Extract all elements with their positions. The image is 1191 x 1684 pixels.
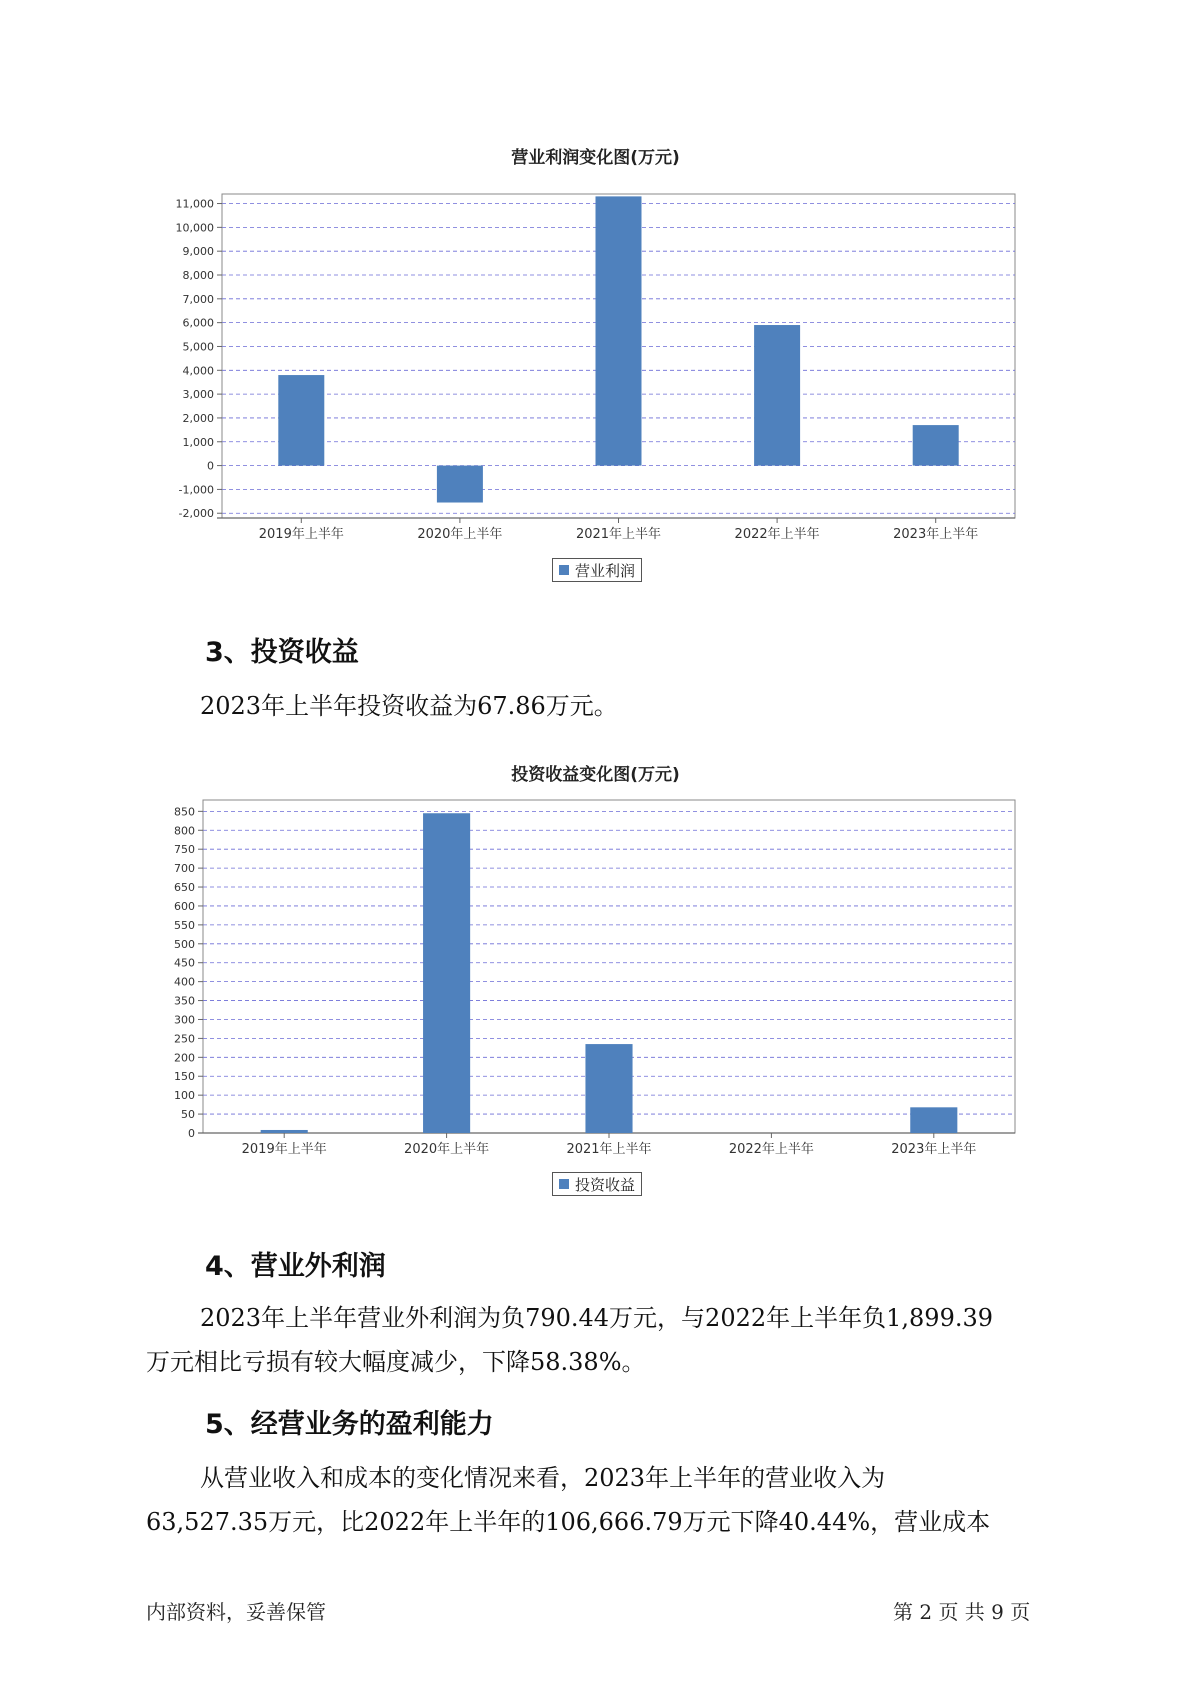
legend-swatch	[559, 565, 569, 575]
chart2-legend	[552, 1172, 642, 1196]
chart2-legend-label: 投资收益	[575, 1175, 636, 1194]
y-tick-label: 11,000	[175, 197, 214, 211]
y-tick-label: 550	[174, 918, 195, 932]
footer-left: 内部资料，妥善保管	[146, 1600, 326, 1624]
x-tick-label: 2023年上半年	[891, 1142, 977, 1157]
y-tick-label: 50	[181, 1108, 195, 1122]
bar-2023年上半年	[913, 425, 959, 466]
y-tick-label: 0	[207, 459, 214, 473]
y-tick-label: 1,000	[182, 435, 214, 449]
chart1-legend	[552, 558, 642, 582]
x-tick-label: 2023年上半年	[893, 527, 979, 542]
y-tick-label: 150	[174, 1070, 195, 1084]
bar-2022年上半年	[754, 325, 800, 466]
operating-profit-chart	[0, 180, 1191, 600]
bar-2019年上半年	[261, 1130, 308, 1133]
y-tick-label: 650	[174, 881, 195, 895]
y-tick-label: 6,000	[182, 316, 214, 330]
y-tick-label: 400	[174, 975, 195, 989]
y-tick-label: 5,000	[182, 340, 214, 354]
y-tick-label: 800	[174, 824, 195, 838]
y-tick-label: 7,000	[182, 292, 214, 306]
bar-2019年上半年	[278, 375, 324, 466]
footer-page-number: 第 2 页 共 9 页	[893, 1600, 1031, 1624]
y-tick-label: 850	[174, 805, 195, 819]
investment-text: 2023年上半年投资收益为67.86万元。	[200, 692, 618, 720]
legend-swatch	[559, 1179, 569, 1189]
bar-2021年上半年	[585, 1044, 632, 1133]
y-tick-label: -2,000	[178, 507, 214, 521]
profitability-line1: 从营业收入和成本的变化情况来看，2023年上半年的营业收入为	[200, 1464, 886, 1492]
y-tick-label: 500	[174, 937, 195, 951]
y-tick-label: 300	[174, 1013, 195, 1027]
x-tick-label: 2022年上半年	[728, 1142, 814, 1157]
y-tick-label: 100	[174, 1089, 195, 1103]
profitability-line2: 63,527.35万元，比2022年上半年的106,666.79万元下降40.44%，营业成本	[146, 1508, 991, 1536]
investment-income-chart	[0, 790, 1191, 1190]
x-tick-label: 2020年上半年	[417, 527, 503, 542]
bar-2021年上半年	[596, 196, 642, 465]
non-operating-line1: 2023年上半年营业外利润为负790.44万元，与2022年上半年负1,899.39	[200, 1304, 994, 1332]
non-operating-line2: 万元相比亏损有较大幅度减少，下降58.38%。	[146, 1348, 646, 1376]
chart1-title: 营业利润变化图(万元)	[511, 148, 680, 168]
non-operating-heading: 4、营业外利润	[205, 1251, 386, 1282]
x-tick-label: 2022年上半年	[734, 527, 820, 542]
y-tick-label: 9,000	[182, 245, 214, 259]
x-tick-label: 2021年上半年	[575, 527, 662, 542]
x-tick-label: 2020年上半年	[404, 1142, 490, 1157]
bar-2020年上半年	[423, 813, 470, 1133]
y-tick-label: 250	[174, 1032, 195, 1046]
y-tick-label: 350	[174, 994, 195, 1008]
y-tick-label: 600	[174, 899, 195, 913]
x-tick-label: 2019年上半年	[241, 1142, 327, 1157]
y-tick-label: 10,000	[175, 221, 214, 235]
y-tick-label: 700	[174, 862, 195, 876]
x-tick-label: 2021年上半年	[566, 1142, 652, 1157]
y-tick-label: 0	[188, 1127, 195, 1140]
y-tick-label: 3,000	[182, 388, 214, 402]
y-tick-label: 2,000	[182, 411, 214, 425]
profitability-heading: 5、经营业务的盈利能力	[205, 1409, 494, 1440]
bar-2020年上半年	[437, 466, 483, 503]
y-tick-label: 4,000	[182, 364, 214, 378]
x-tick-label: 2019年上半年	[258, 527, 344, 542]
investment-heading: 3、投资收益	[205, 637, 359, 668]
chart2-title: 投资收益变化图(万元)	[511, 765, 680, 785]
bar-2023年上半年	[910, 1107, 957, 1133]
y-tick-label: 8,000	[182, 269, 214, 282]
y-tick-label: 200	[174, 1051, 195, 1065]
y-tick-label: 450	[174, 956, 195, 970]
chart1-legend-label: 营业利润	[575, 561, 636, 580]
y-tick-label: 750	[174, 843, 195, 857]
y-tick-label: -1,000	[178, 483, 214, 497]
